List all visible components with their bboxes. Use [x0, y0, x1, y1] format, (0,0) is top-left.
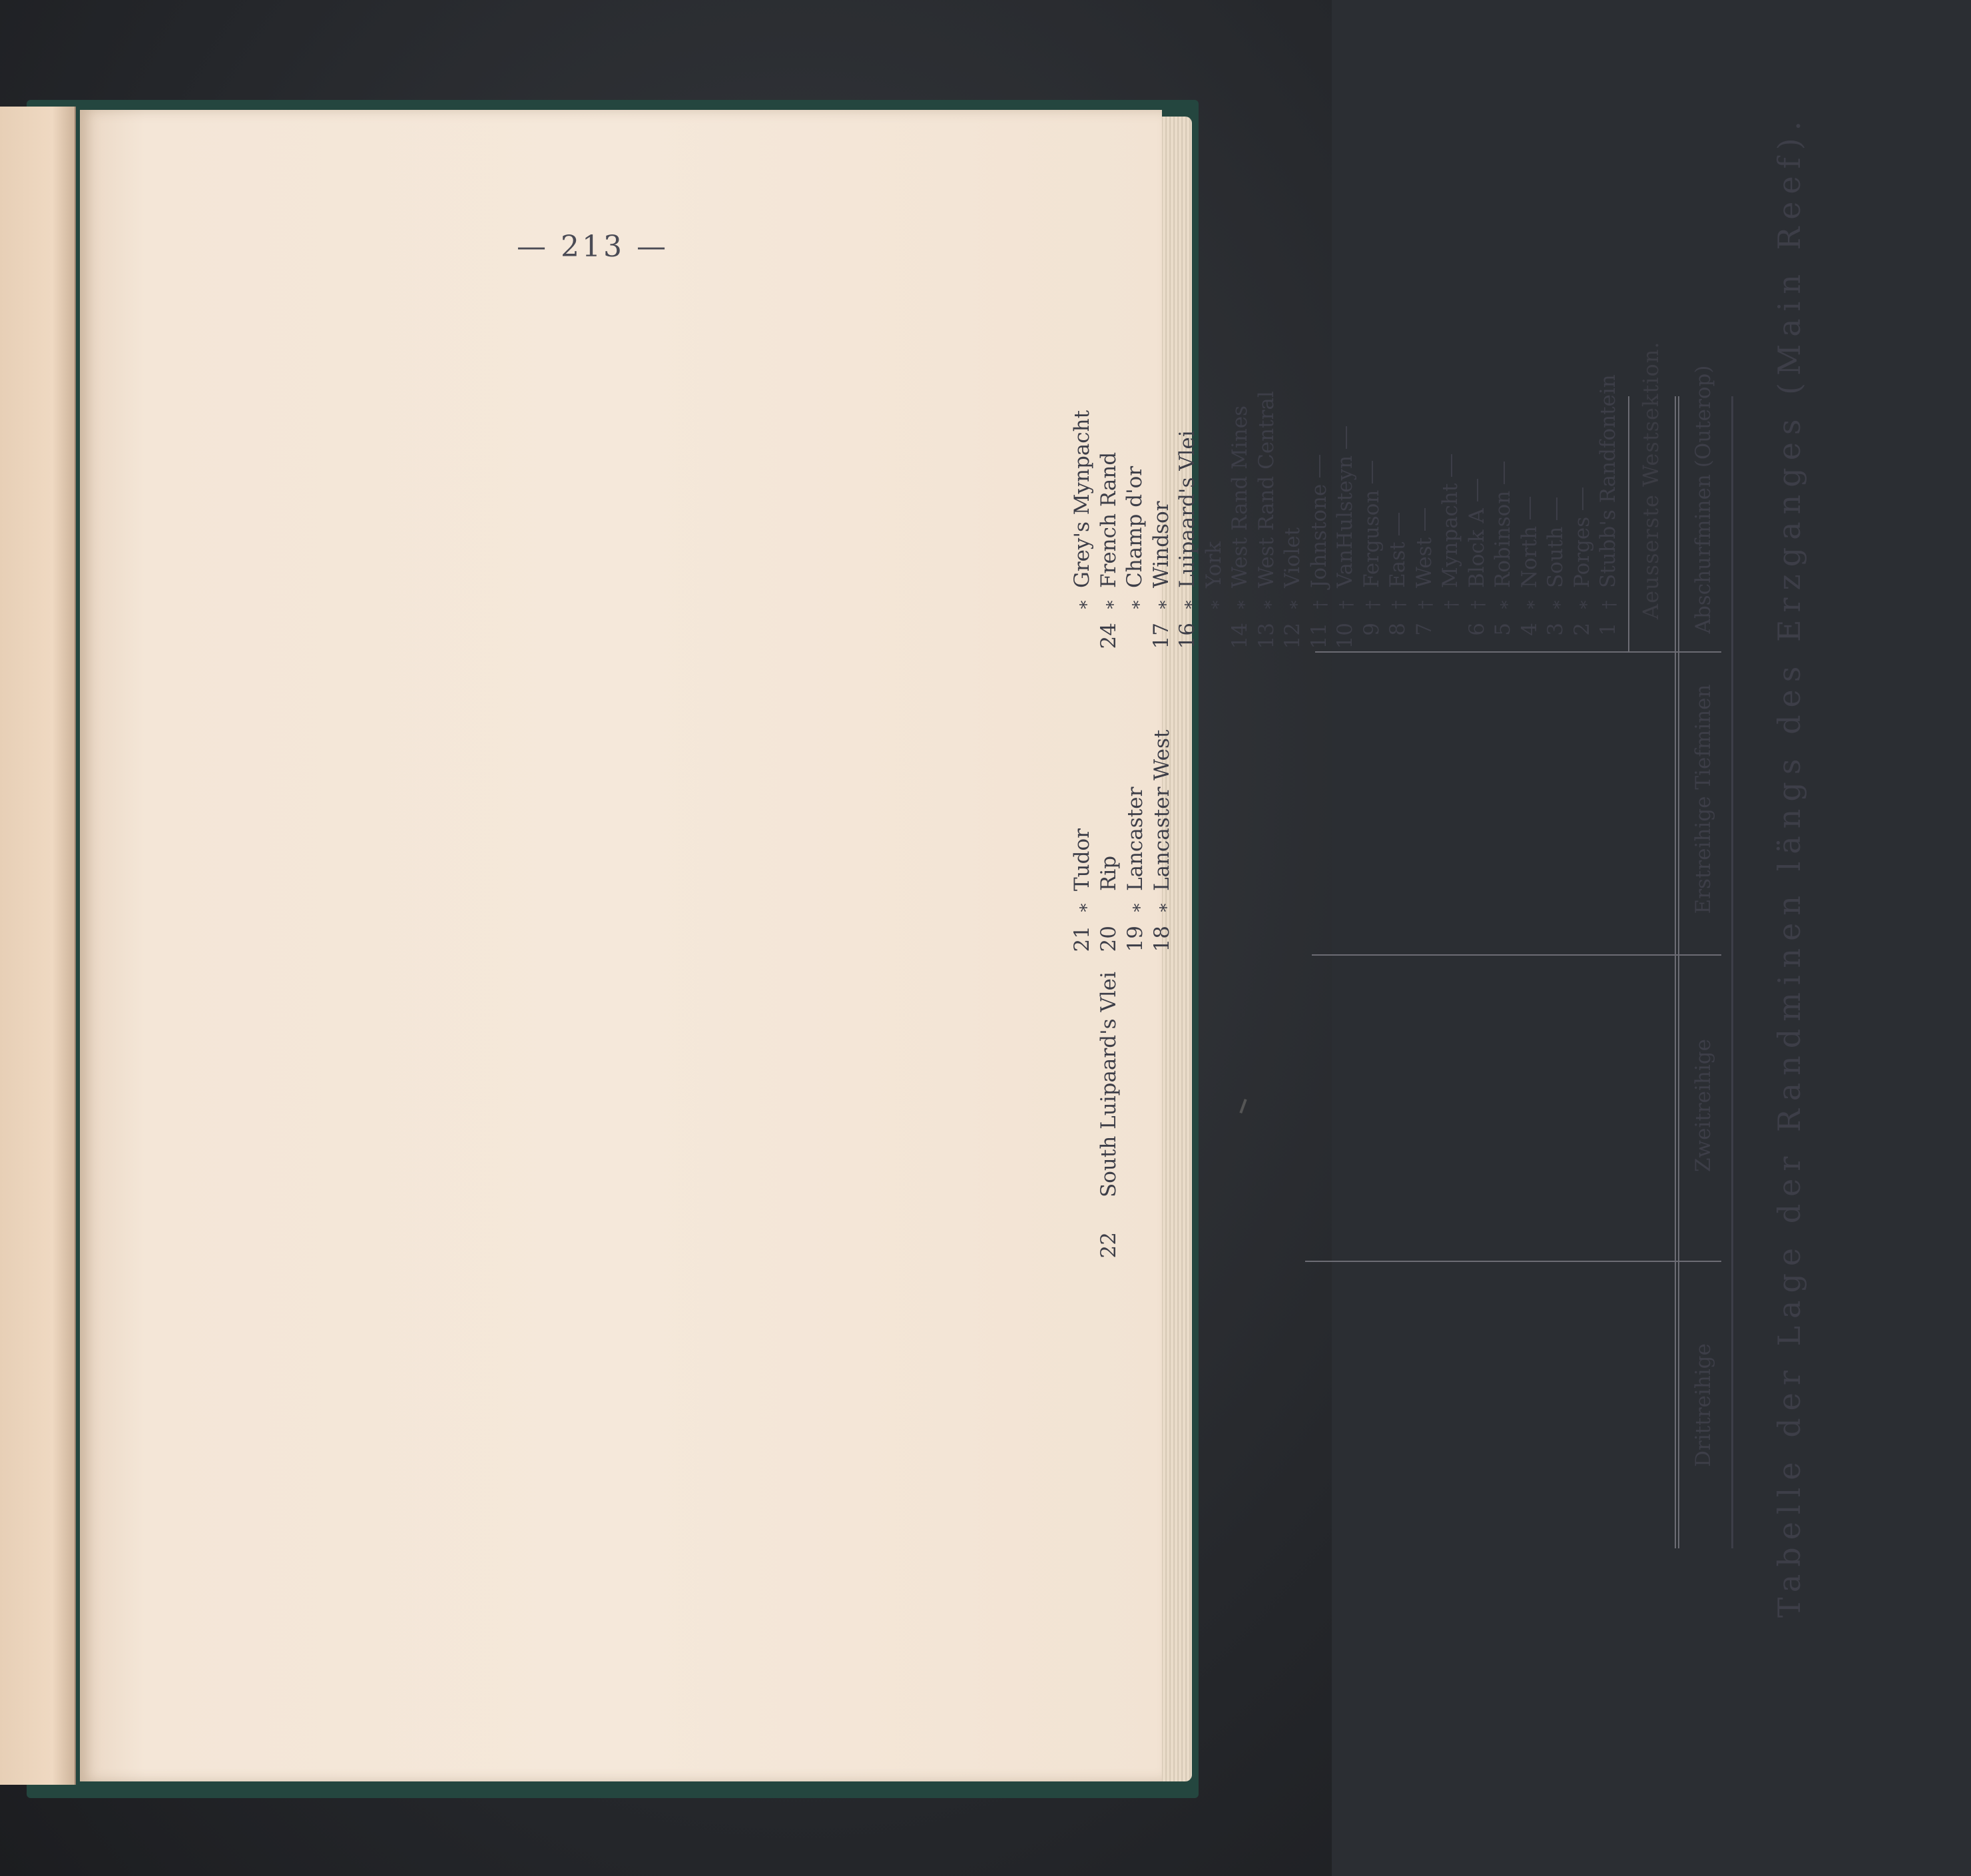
- entry-mark: †: [1336, 600, 1356, 609]
- entry-name: Violet: [1280, 527, 1304, 588]
- outcrop-entry: [1254, 391, 1278, 656]
- entry-mark: †: [1468, 600, 1488, 609]
- entry-mark: ∗: [1547, 599, 1567, 611]
- entry-name: York: [1201, 541, 1226, 588]
- section-rule: [1628, 396, 1629, 653]
- entry-name: Robinson: [1491, 490, 1515, 588]
- entry-number: 5: [1491, 623, 1515, 636]
- entry-number: 17: [1149, 623, 1173, 649]
- entry-dash: [1477, 479, 1478, 501]
- entry-mark: ∗: [1153, 902, 1173, 914]
- deep-mine-entry: [1072, 828, 1093, 959]
- entry-number: 7: [1412, 623, 1436, 636]
- entry-number: 6: [1464, 623, 1489, 636]
- entry-name: Windsor: [1149, 501, 1173, 588]
- outcrop-entry: [1414, 508, 1435, 656]
- left-page-edge: [0, 107, 76, 1785]
- header-abschurf: Abschurfminen (Outerop): [1691, 365, 1715, 634]
- entry-name: Champ d'or: [1123, 466, 1147, 588]
- entry-mark: ∗: [1494, 599, 1514, 611]
- outcrop-entry: [1201, 541, 1226, 656]
- entry-dash: [1372, 461, 1373, 483]
- entry-name: South: [1544, 526, 1567, 588]
- entry-mark: †: [1362, 600, 1383, 609]
- entry-mark: ∗: [1127, 902, 1147, 914]
- entry-number: 8: [1386, 623, 1410, 636]
- title-rule: [1731, 396, 1733, 1548]
- header-rule-2: [1678, 396, 1679, 1548]
- column-divider-1: [1305, 1261, 1721, 1262]
- entry-dash: [1424, 508, 1426, 531]
- entry-mark: ∗: [1231, 599, 1251, 611]
- entry-name: Lancaster West: [1150, 729, 1174, 891]
- outcrop-entry: [1125, 466, 1145, 656]
- entry-dash: [1451, 454, 1452, 477]
- entry-name: Mynpacht: [1438, 483, 1462, 588]
- entry-dash: [1530, 497, 1531, 519]
- entry-mark: †: [1415, 600, 1436, 609]
- deep-mine-entry: [1152, 730, 1173, 959]
- outcrop-entry: [1072, 410, 1093, 656]
- entry-name: Tudor: [1070, 828, 1094, 891]
- page-number: — 213 —: [517, 230, 669, 264]
- outcrop-entry: [1151, 501, 1172, 656]
- entry-name: West Rand Central: [1254, 391, 1278, 588]
- entry-number: 16: [1175, 623, 1199, 649]
- entry-dash: [1398, 513, 1400, 535]
- header-zweitreihige: Zweitreihige: [1691, 1039, 1715, 1172]
- entry-number: 12: [1280, 623, 1304, 649]
- entry-number: 10: [1333, 623, 1357, 649]
- entry-name: West: [1412, 537, 1436, 588]
- entry-mark: ∗: [1099, 599, 1120, 611]
- entry-mark: †: [1310, 600, 1330, 609]
- header-erstreihige: Erstreihige Tiefminen: [1691, 684, 1715, 914]
- entry-mark: ∗: [1205, 599, 1225, 611]
- entry-name: Luipaard's Vlei: [1175, 430, 1199, 588]
- entry-mark: ∗: [1573, 599, 1593, 611]
- entry-dash: [1346, 426, 1347, 449]
- entry-number: 1: [1596, 623, 1620, 636]
- entry-mark: †: [1599, 600, 1619, 609]
- entry-number: 18: [1150, 926, 1174, 952]
- entry-name: Stubb's Randfontein: [1596, 374, 1620, 588]
- outcrop-entry: [1598, 374, 1619, 656]
- entry-dash: [1319, 455, 1320, 477]
- entry-mark: ∗: [1152, 599, 1173, 611]
- entry-name: Ferguson: [1359, 489, 1384, 588]
- rotated-table: [1019, 100, 1971, 1632]
- outcrop-entry: [1464, 479, 1489, 656]
- entry-number: 19: [1123, 926, 1147, 952]
- outcrop-entry: [1359, 461, 1384, 656]
- book-page: [80, 110, 1162, 1781]
- entry-number: 21: [1070, 926, 1094, 952]
- entry-name: Grey's Mynpacht: [1070, 410, 1094, 588]
- section-label: Aeusserste Westsektion.: [1638, 341, 1663, 619]
- entry-number: 14: [1228, 623, 1252, 649]
- entry-number: 22: [1097, 1232, 1121, 1259]
- header-drittreihige: Drittreihige: [1691, 1343, 1715, 1467]
- entry-name: French Rand: [1096, 452, 1121, 588]
- entry-number: 13: [1254, 623, 1278, 649]
- entry-number: 24: [1096, 623, 1121, 649]
- table-title: Tabelle der Lage der Randminen längs des Erzganges (Main Reef).: [1771, 113, 1807, 1618]
- outcrop-entry: [1096, 452, 1121, 656]
- outcrop-entry: [1440, 454, 1461, 656]
- entry-dash: [1504, 462, 1505, 484]
- outcrop-entry: [1546, 497, 1566, 656]
- outcrop-entry: [1569, 487, 1594, 656]
- entry-mark: †: [1389, 600, 1409, 609]
- entry-number: 3: [1544, 623, 1567, 636]
- entry-mark: ∗: [1257, 599, 1278, 611]
- entry-number: 20: [1097, 926, 1121, 952]
- header-rule: [1675, 396, 1676, 1548]
- entry-mark: ∗: [1520, 599, 1541, 611]
- entry-number: 11: [1306, 623, 1331, 649]
- entry-name: West Rand Mines: [1228, 406, 1252, 588]
- entry-mark: ∗: [1179, 599, 1199, 611]
- entry-name: VanHulsteyn: [1333, 455, 1357, 588]
- entry-name: Block A: [1464, 508, 1489, 588]
- outcrop-entry: [1230, 406, 1251, 656]
- entry-name: South Luipaard's Vlei: [1097, 972, 1121, 1197]
- outcrop-entry: [1306, 455, 1331, 656]
- outcrop-entry: [1493, 462, 1514, 656]
- entry-name: Lancaster: [1123, 786, 1147, 891]
- entry-name: North: [1517, 525, 1542, 588]
- entry-dash: [1556, 497, 1557, 520]
- second-row-entry: [1099, 972, 1119, 1265]
- deep-mine-entry: [1125, 787, 1146, 959]
- column-divider-2: [1312, 954, 1721, 956]
- entry-name: Johnstone: [1306, 483, 1331, 588]
- entry-name: East: [1386, 541, 1410, 588]
- entry-dash: [1582, 487, 1583, 510]
- entry-mark: ∗: [1284, 599, 1304, 611]
- deep-mine-entry: [1099, 856, 1119, 959]
- entry-mark: ∗: [1073, 599, 1093, 611]
- entry-number: 2: [1569, 623, 1594, 636]
- entry-number: 4: [1517, 623, 1542, 636]
- entry-name: Rip: [1097, 855, 1121, 891]
- entry-name: Porges: [1569, 516, 1594, 588]
- outcrop-entry: [1517, 497, 1542, 656]
- entry-mark: ∗: [1126, 599, 1146, 611]
- entry-mark: †: [1442, 600, 1462, 609]
- entry-number: 9: [1359, 623, 1384, 636]
- outcrop-entry: [1335, 426, 1356, 656]
- outcrop-entry: [1177, 430, 1198, 656]
- outcrop-entry: [1388, 513, 1408, 656]
- outcrop-entry: [1282, 527, 1303, 656]
- entry-mark: ∗: [1073, 902, 1093, 914]
